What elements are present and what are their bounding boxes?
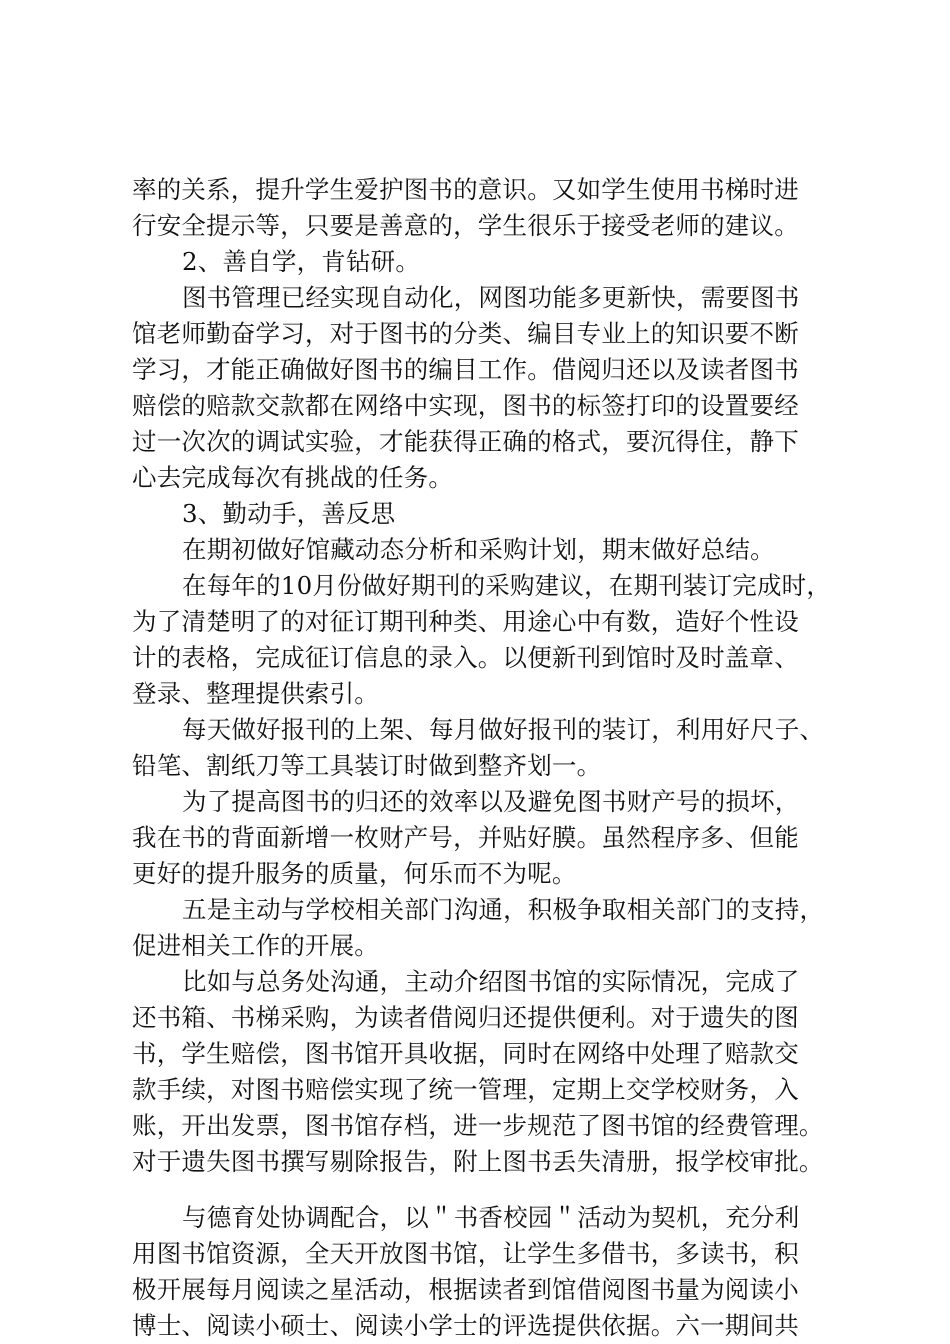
- text-line: 赔偿的赔款交款都在网络中实现，图书的标签打印的设置要经: [132, 391, 799, 420]
- text-line: 我在书的背面新增一枚财产号，并贴好膜。虽然程序多、但能: [132, 823, 799, 852]
- text-line: 五是主动与学校相关部门沟通，积极争取相关部门的支持，: [182, 895, 825, 924]
- text-line: 2、善自学，肯钻研。: [182, 247, 421, 276]
- text-line: 在期初做好馆藏动态分析和采购计划，期末做好总结。: [182, 535, 775, 564]
- text-line: 铅笔、割纸刀等工具装订时做到整齐划一。: [132, 751, 602, 780]
- text-line: 图书管理已经实现自动化，网图功能多更新快，需要图书: [182, 283, 800, 312]
- text-line: 促进相关工作的开展。: [132, 931, 379, 960]
- text-line: 率的关系，提升学生爱护图书的意识。又如学生使用书梯时进: [132, 175, 799, 204]
- text-line: 过一次次的调试实验，才能获得正确的格式，要沉得住，静下: [132, 427, 799, 456]
- text-line: 每天做好报刊的上架、每月做好报刊的装订，利用好尺子、: [182, 715, 825, 744]
- text-line: 还书箱、书梯采购，为读者借阅归还提供便利。对于遗失的图: [132, 1003, 799, 1032]
- text-line: 用图书馆资源，全天开放图书馆，让学生多借书，多读书，积: [132, 1239, 799, 1268]
- text-line: 在每年的10月份做好期刊的采购建议，在期刊装订完成时，: [182, 571, 832, 600]
- text-line: 对于遗失图书撰写剔除报告，附上图书丢失清册，报学校审批。: [132, 1147, 824, 1176]
- text-line: 为了提高图书的归还的效率以及避免图书财产号的损坏，: [182, 787, 800, 816]
- text-line: 计的表格，完成征订信息的录入。以便新刊到馆时及时盖章、: [132, 643, 799, 672]
- text-line: 与德育处协调配合，以＂书香校园＂活动为契机，充分利: [182, 1203, 800, 1232]
- text-line: 3、勤动手，善反思: [182, 499, 396, 528]
- text-line: 款手续，对图书赔偿实现了统一管理，定期上交学校财务，入: [132, 1075, 799, 1104]
- text-line: 更好的提升服务的质量，何乐而不为呢。: [132, 859, 577, 888]
- text-line: 心去完成每次有挑战的任务。: [132, 463, 454, 492]
- text-line: 博士、阅读小硕士、阅读小学士的评选提供依据。六一期间共: [132, 1311, 799, 1340]
- text-line: 登录、整理提供索引。: [132, 679, 379, 708]
- text-line: 为了清楚明了的对征订期刊种类、用途心中有数，造好个性设: [132, 607, 799, 636]
- text-line: 馆老师勤奋学习，对于图书的分类、编目专业上的知识要不断: [132, 319, 799, 348]
- text-line: 比如与总务处沟通，主动介绍图书馆的实际情况，完成了: [182, 967, 800, 996]
- text-line: 账，开出发票，图书馆存档，进一步规范了图书馆的经费管理。: [132, 1111, 824, 1140]
- text-line: 书，学生赔偿，图书馆开具收据，同时在网络中处理了赔款交: [132, 1039, 799, 1068]
- text-line: 学习，才能正确做好图书的编目工作。借阅归还以及读者图书: [132, 355, 799, 384]
- text-line: 行安全提示等，只要是善意的，学生很乐于接受老师的建议。: [132, 211, 799, 240]
- text-line: 极开展每月阅读之星活动，根据读者到馆借阅图书量为阅读小: [132, 1275, 799, 1304]
